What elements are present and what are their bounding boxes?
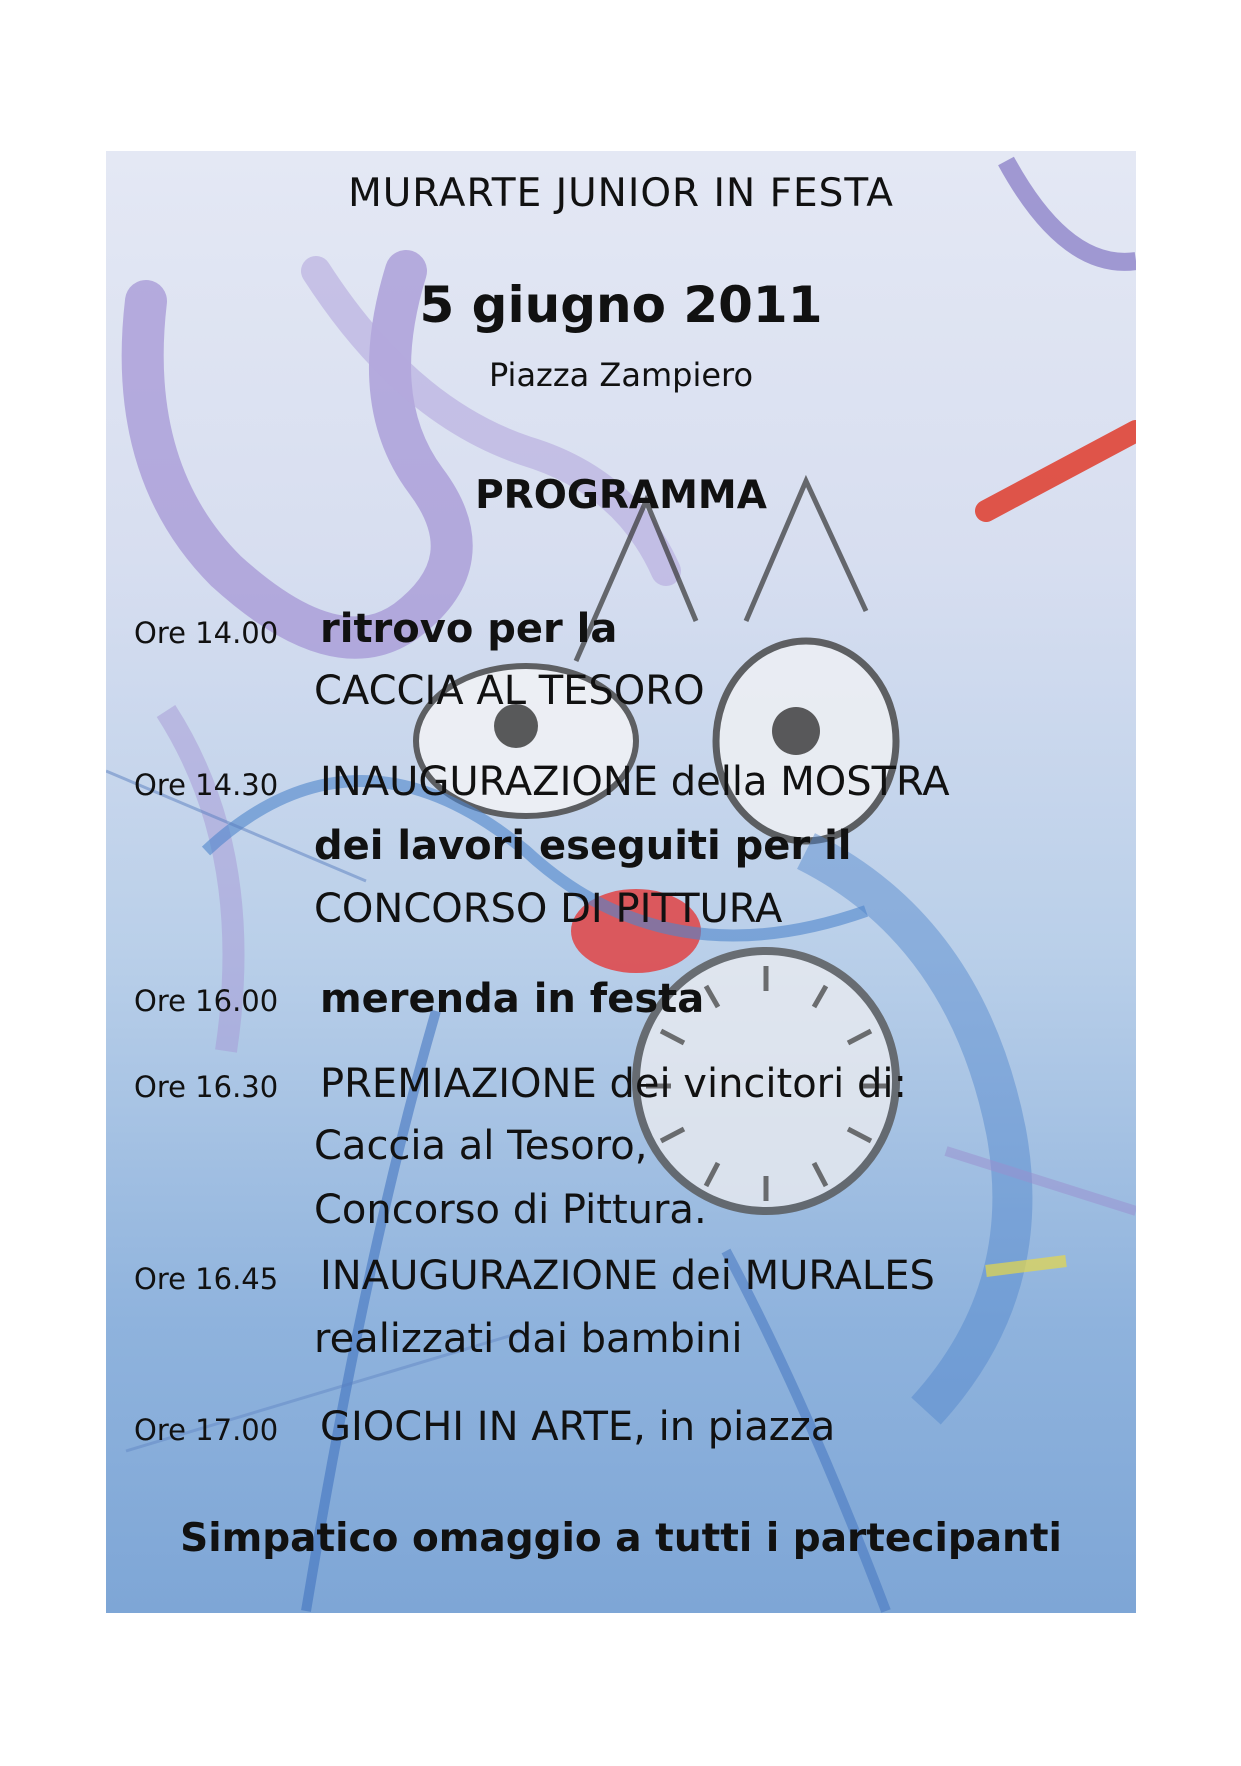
program-time: Ore 17.00 — [134, 1413, 279, 1447]
program-line: Concorso di Pittura. — [314, 1187, 707, 1233]
event-date: 5 giugno 2011 — [419, 276, 823, 334]
program-time: Ore 14.00 — [134, 616, 279, 650]
program-line: CONCORSO DI PITTURA — [314, 886, 783, 932]
poster-footer: Simpatico omaggio a tutti i partecipanti — [180, 1516, 1062, 1561]
program-line: GIOCHI IN ARTE, in piazza — [320, 1404, 836, 1450]
program-line: Caccia al Tesoro, — [314, 1123, 648, 1169]
poster — [106, 151, 1136, 1613]
event-place: Piazza Zampiero — [488, 356, 754, 394]
program-line: ritrovo per la — [320, 606, 618, 652]
program-line: dei lavori eseguiti per il — [314, 823, 852, 869]
program-time: Ore 16.00 — [134, 984, 279, 1018]
program-time: Ore 16.45 — [134, 1262, 279, 1296]
program-line: CACCIA AL TESORO — [314, 668, 705, 714]
program-time: Ore 14.30 — [134, 768, 279, 802]
program-time: Ore 16.30 — [134, 1070, 279, 1104]
program-heading: PROGRAMMA — [475, 473, 767, 518]
program-line: realizzati dai bambini — [314, 1316, 743, 1362]
program-line: INAUGURAZIONE dei MURALES — [320, 1253, 935, 1299]
program-line: merenda in festa — [320, 976, 705, 1022]
program-line: INAUGURAZIONE della MOSTRA — [320, 759, 950, 805]
poster-title: MURARTE JUNIOR IN FESTA — [348, 171, 894, 216]
program-line: PREMIAZIONE dei vincitori di: — [320, 1061, 907, 1107]
